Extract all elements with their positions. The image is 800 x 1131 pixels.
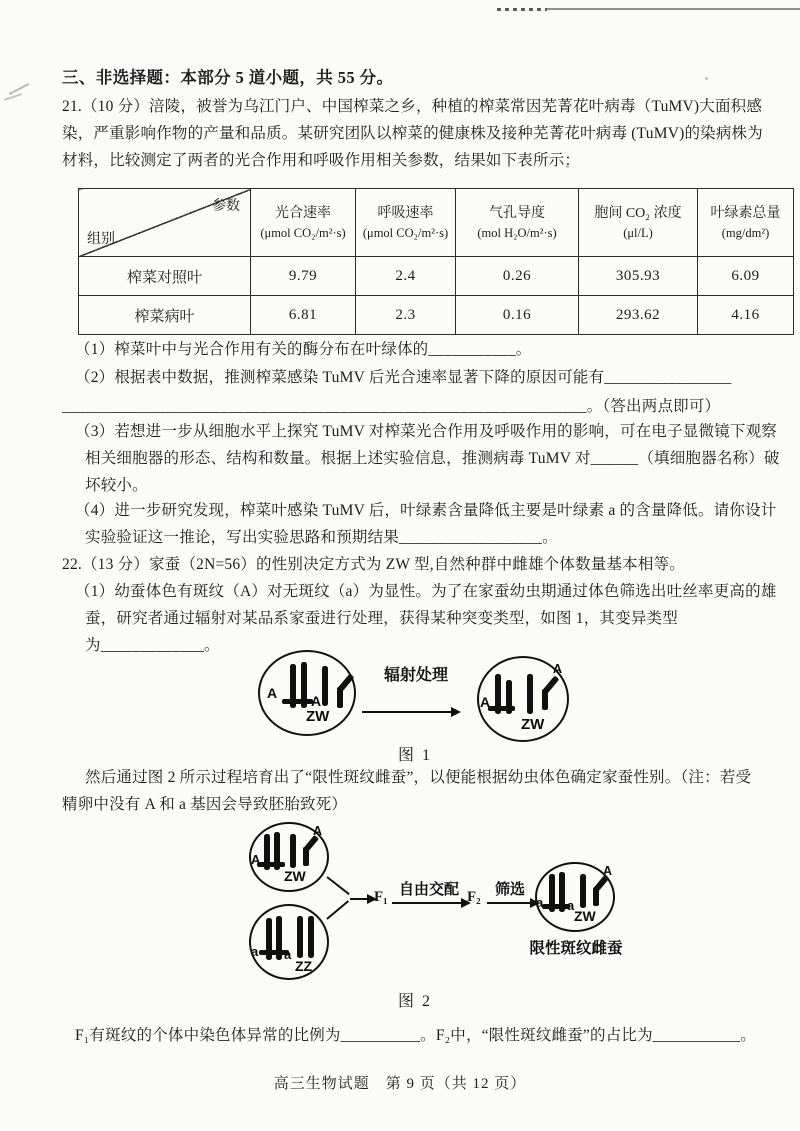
section-header-text: 三、非选择题：本部分 5 道小题，共 55 分。	[62, 68, 394, 87]
q22-final-line: F₁有斑纹的个体中染色体异常的比例为__________。F₂中，“限性斑纹雌蚕”的占比为___________。	[75, 1027, 756, 1044]
table-cell: 305.93	[579, 257, 698, 296]
table-row	[79, 296, 794, 335]
q21-part3	[0, 418, 800, 499]
paragraph-line: （3）若想进一步从细胞水平上探究 TuMV 对榨菜光合作用及呼吸作用的影响，可在电子显微镜下观察	[75, 423, 777, 440]
translocated-A-label: A	[313, 824, 323, 838]
q21-part4	[0, 497, 800, 551]
radiation-arrow	[362, 711, 452, 713]
scan-artifact-dashes	[497, 8, 547, 11]
fig1-cell-before	[258, 650, 356, 736]
q22-between-figs	[0, 764, 800, 818]
gene-label-A: A	[311, 693, 322, 709]
corner-label-parameter: 参数	[212, 199, 240, 214]
zw-label: ZW	[306, 708, 330, 725]
arrow-f2-to-result	[487, 902, 531, 904]
w-upper-arm	[338, 673, 355, 691]
chromosome-crossbar	[542, 904, 570, 909]
zw-label: ZW	[284, 868, 306, 884]
gene-label-A: A	[251, 852, 261, 867]
paragraph-line: 蚕，研究者通过辐射对某品系家蚕进行处理，获得某种突变类型，如图 1，其变异类型	[85, 610, 678, 627]
scan-artifact-dot	[705, 77, 708, 80]
z-chromosome-bar	[297, 916, 303, 958]
paragraph-line: 相关细胞器的形态、结构和数量。根据上述实验信息，推测病毒 TuMV 对______（填细胞器名称）破	[85, 450, 780, 467]
column-title: 叶绿素总量	[710, 205, 781, 221]
q21-part1: （1）榨菜叶中与光合作用有关的酶分布在叶绿体的___________。	[75, 341, 532, 358]
fig2-result-cell	[535, 862, 615, 932]
column-unit: (μl/L)	[623, 225, 653, 240]
paragraph-line: （1）幼蚕体色有斑纹（A）对无斑纹（a）为显性。为了在家蚕幼虫期通过体色筛选出吐丝率更高的雄	[75, 583, 777, 600]
free-mating-label: 自由交配	[398, 881, 459, 898]
chromosome-crossbar	[488, 706, 515, 711]
table-cell: 6.81	[251, 296, 356, 335]
gene-label-a: a	[567, 898, 575, 913]
screening-label: 筛选	[494, 881, 525, 898]
table-cell: 2.4	[356, 257, 456, 296]
chromosome-crossbar	[257, 862, 285, 867]
table-cell: 0.26	[456, 257, 579, 296]
table-cell: 2.3	[356, 296, 456, 335]
scan-artifact-line	[545, 8, 800, 10]
q22-part1	[0, 578, 800, 659]
table-cell: 293.62	[579, 296, 698, 335]
w-chromosome-bent	[300, 834, 318, 866]
z-chromosome-bar	[308, 916, 314, 958]
paragraph-line: 材料，比较测定了两者的光合作用和呼吸作用相关参数，结果如下表所示：	[62, 152, 581, 169]
paragraph-line: 坏较小。	[85, 477, 148, 494]
column-unit: (μmol CO₂/m²·s)	[260, 225, 346, 240]
column-header	[698, 189, 794, 257]
page-footer: 高三生物试题 第 9 页（共 12 页）	[273, 1076, 527, 1092]
q21-parameters-table	[78, 188, 794, 335]
column-title: 胞间 CO₂ 浓度	[594, 205, 682, 221]
column-unit: (mg/dm²)	[721, 225, 770, 240]
figure-1-caption: 图 1	[398, 747, 433, 764]
arrow-f1-to-f2	[392, 902, 462, 904]
paragraph-line: 精卵中没有 A 和 a 基因会导致胚胎致死）	[62, 796, 348, 813]
row-label: 榨菜对照叶	[79, 257, 251, 296]
figure-1	[0, 648, 800, 766]
arrow-to-f1	[350, 898, 368, 900]
paragraph-line: （2）根据表中数据，推测榨菜感染 TuMV 后光合速率显著下降的原因可能有________________	[75, 369, 732, 386]
paragraph-line: 为_____________。	[85, 637, 220, 654]
zz-label: ZZ	[295, 958, 313, 974]
paragraph-line: （4）进一步研究发现，榨菜叶感染 TuMV 后，叶绿素含量降低主要是叶绿素 a 的含量降低。请你设计	[75, 502, 777, 519]
column-header	[356, 189, 456, 257]
table-cell: 9.79	[251, 257, 356, 296]
q21-part2	[0, 363, 800, 421]
cross-line-upper	[326, 876, 349, 895]
q22-intro: 22.（13 分）家蚕（2N=56）的性别决定方式为 ZW 型,自然种群中雌雄个体数量基本相等。	[62, 556, 685, 573]
corner-label-group: 组别	[87, 232, 115, 247]
gene-label-a: a	[284, 947, 292, 962]
table-row	[79, 257, 794, 296]
column-header	[579, 189, 698, 257]
fig2-female-parent-cell	[249, 822, 329, 892]
f2-label: F₂	[467, 889, 481, 905]
translocated-A-label: A	[553, 662, 563, 676]
radiation-arrow-label: 辐射处理	[383, 667, 448, 684]
q21-intro	[0, 93, 800, 174]
fig2-male-parent-cell	[249, 904, 329, 980]
table-cell: 6.09	[698, 257, 794, 296]
paragraph-line: __________________________________________________________________。（答出两点即可）	[62, 398, 721, 415]
figure-2-caption: 图 2	[398, 993, 433, 1010]
column-unit: (mol H₂O/m²·s)	[477, 225, 557, 240]
z-chromosome-bar	[322, 666, 328, 706]
table-cell: 4.16	[698, 296, 794, 335]
f1-label: F₁	[374, 889, 388, 905]
z-chromosome-bar	[527, 674, 533, 714]
row-label: 榨菜病叶	[79, 296, 251, 335]
w-chromosome-bent	[539, 674, 557, 710]
column-title: 气孔导度	[489, 205, 545, 221]
section-header	[0, 64, 393, 91]
column-title: 呼吸速率	[377, 205, 434, 221]
table-corner-cell	[79, 189, 251, 257]
paragraph-line: 实验验证这一推论，写出实验思路和预期结果__________________。	[85, 529, 558, 546]
w-upper-arm	[543, 675, 560, 693]
result-cell-label: 限性斑纹雌蚕	[529, 940, 623, 957]
column-header	[251, 189, 356, 257]
paragraph-line: 染，严重影响作物的产量和品质。某研究团队以榨菜的健康株及接种芜菁花叶病毒 (TuMV)的染病株为	[62, 125, 763, 142]
paragraph-line: 然后通过图 2 所示过程培育出了“限性斑纹雌蚕”，以便能根据幼虫体色确定家蚕性别。（注：若受	[85, 769, 752, 786]
column-unit: (μmol CO₂/m²·s)	[362, 225, 449, 240]
zw-label: ZW	[521, 716, 545, 733]
gene-label-a: a	[536, 895, 544, 910]
fig1-cell-after	[477, 656, 569, 742]
zw-label: ZW	[574, 908, 596, 924]
gene-label-A: A	[480, 694, 491, 710]
gene-label-A: A	[267, 685, 278, 701]
z-chromosome-bar	[290, 834, 296, 868]
cross-line-lower	[326, 900, 349, 920]
translocated-A-label: A	[603, 864, 613, 878]
column-header	[456, 189, 579, 257]
w-chromosome-bent	[334, 672, 352, 708]
chromosome-crossbar	[282, 699, 313, 704]
table-cell: 0.16	[456, 296, 579, 335]
figure-2	[0, 818, 800, 1018]
paragraph-line: 21.（10 分）涪陵，被誉为乌江门户、中国榨菜之乡，种植的榨菜常因芜菁花叶病毒（TuMV)大面积感	[62, 98, 763, 115]
column-title: 光合速率	[275, 205, 331, 221]
z-chromosome-bar	[580, 874, 586, 908]
w-chromosome-bent	[590, 874, 608, 906]
gene-label-a: a	[251, 944, 259, 959]
